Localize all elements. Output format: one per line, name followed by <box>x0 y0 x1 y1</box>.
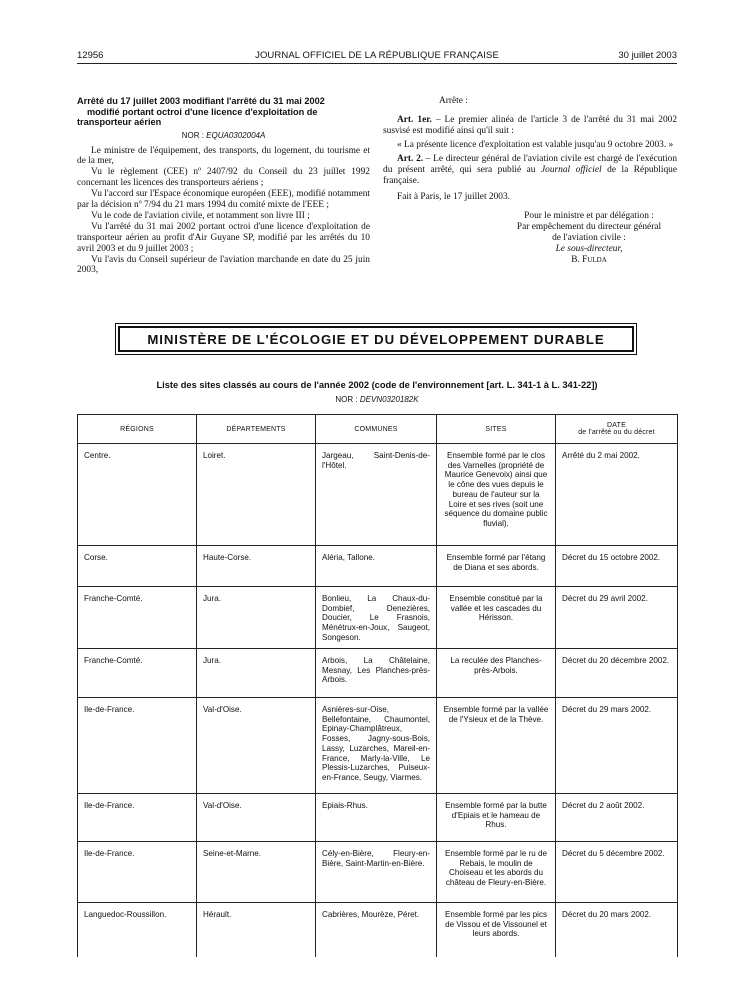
running-header <box>77 50 677 64</box>
cell-communes: Jargeau, Saint-Denis-de-l'Hôtel. <box>316 444 437 546</box>
signature-block <box>501 211 677 266</box>
column-header-date-line-2: de l'arrêté ou du décret <box>578 429 655 436</box>
column-header-departements: DÉPARTEMENTS <box>197 415 316 444</box>
article-2 <box>383 154 677 187</box>
arrete-right-column <box>383 96 677 266</box>
page-number: 12956 <box>77 50 104 61</box>
cell-region: Ile-de-France. <box>78 794 197 842</box>
arrete-title-line-2: modifié portant octroi d'une licence d'exploitation de <box>87 106 318 117</box>
column-header-date <box>556 415 678 444</box>
cell-date: Décret du 20 décembre 2002. <box>556 649 678 698</box>
cell-site: Ensemble formé par l'étang de Diana et ses abords. <box>437 546 556 587</box>
visa-paragraph: Le ministre de l'équipement, des transports, du logement, du tourisme et de la mer, <box>77 145 370 167</box>
cell-site: Ensemble formé par le clos des Varnelles (propriété de Maurice Genevoix) ainsi que le cône des vues depuis le bureau de l'auteur sur la Loire et ses rives (soit une séquence du domaine public fluvial). <box>437 444 556 546</box>
arrete-left-column <box>77 96 370 276</box>
table-row <box>78 903 678 957</box>
cell-communes: Bonlieu, La Chaux-du-Dombief, Denezières, Doucier, Le Frasnois, Ménétrux-en-Joux, Saugeot, Songeson. <box>316 587 437 649</box>
cell-region: Franche-Comté. <box>78 587 197 649</box>
signature-line: Par empêchement du directeur général <box>516 222 662 233</box>
nor-label: NOR : <box>181 130 204 140</box>
cell-date: Décret du 5 décembre 2002. <box>556 842 678 903</box>
header-rule <box>77 63 677 64</box>
article-2-text: – Le directeur général de l'aviation civile est chargé de l'exécution du présent arrêté, qui sera publié au <box>383 153 678 175</box>
arrete-label: Arrête : <box>439 96 468 106</box>
cell-departement: Hérault. <box>197 903 316 957</box>
table-row <box>78 698 678 794</box>
cell-site: Ensemble formé par le ru de Rebais, le moulin de Choiseau et les abords du château de Fleury-en-Bière. <box>437 842 556 903</box>
visa-paragraph: Vu le règlement (CEE) nº 2407/92 du Conseil du 23 juillet 1992 concernant les licences des transporteurs aériens ; <box>77 167 370 189</box>
sites-list-title: Liste des sites classés au cours de l'année 2002 (code de l'environnement [art. L. 341-1 à L. 341-22]) <box>156 380 598 390</box>
signature-line: Pour le ministre et par délégation : <box>524 211 654 222</box>
cell-departement: Val-d'Oise. <box>197 698 316 794</box>
arrete-nor <box>77 131 370 140</box>
cell-departement: Loiret. <box>197 444 316 546</box>
cell-communes: Epiais-Rhus. <box>316 794 437 842</box>
article-1 <box>383 115 677 137</box>
column-header-regions: RÉGIONS <box>78 415 197 444</box>
article-1-text: – Le premier alinéa de l'article 3 de l'arrêté du 31 mai 2002 susvisé est modifié ainsi qu'il suit : <box>383 115 678 136</box>
fait-a-paris: Fait à Paris, le 17 juillet 2003. <box>397 192 511 203</box>
cell-departement: Seine-et-Marne. <box>197 842 316 903</box>
cell-communes: Cély-en-Bière, Fleury-en-Bière, Saint-Martin-en-Bière. <box>316 842 437 903</box>
cell-region: Languedoc-Roussillon. <box>78 903 197 957</box>
cell-departement: Jura. <box>197 587 316 649</box>
cell-region: Ile-de-France. <box>78 842 197 903</box>
cell-site: Ensemble formé par la vallée de l'Ysieux et de la Thève. <box>437 698 556 794</box>
table-header-row <box>78 415 678 444</box>
nor-label: NOR : <box>335 395 358 404</box>
article-1-quote: « La présente licence d'exploitation est valable jusqu'au 9 octobre 2003. » <box>397 139 674 150</box>
ministry-banner <box>118 326 634 352</box>
table-row <box>78 842 678 903</box>
visa-paragraph: Vu le code de l'aviation civile, et notamment son livre III ; <box>91 210 310 221</box>
arrete-title-line-3: transporteur aérien <box>77 117 162 127</box>
cell-departement: Haute-Corse. <box>197 546 316 587</box>
cell-date: Décret du 29 avril 2002. <box>556 587 678 649</box>
nor-code: DEVN0320182K <box>359 395 419 404</box>
article-2-text-end: de la République française. <box>383 164 678 186</box>
cell-site: Ensemble formé par les pics de Vissou et de Vissounel et leurs abords. <box>437 903 556 957</box>
nor-code: EQUA0302004A <box>206 130 266 140</box>
ministry-title: MINISTÈRE DE L'ÉCOLOGIE ET DU DÉVELOPPEMENT DURABLE <box>147 331 605 347</box>
table-row <box>78 587 678 649</box>
visa-paragraph: Vu l'avis du Conseil supérieur de l'aviation marchande en date du 25 juin 2003, <box>77 254 370 276</box>
cell-site: Ensemble constitué par la vallée et les cascades du Hérisson. <box>437 587 556 649</box>
sites-list-nor <box>77 395 677 404</box>
column-header-sites: SITES <box>437 415 556 444</box>
cell-date: Décret du 20 mars 2002. <box>556 903 678 957</box>
article-1-label: Art. 1er. <box>397 115 432 125</box>
cell-departement: Val-d'Oise. <box>197 794 316 842</box>
cell-date: Arrêté du 2 mai 2002. <box>556 444 678 546</box>
visa-paragraph: Vu l'arrêté du 31 mai 2002 portant octroi d'une licence d'exploitation de transporteur aérien au profit d'Air Guyane SP, modifié par les arrêtés du 10 avril 2003 et du 9 juillet 2003 ; <box>77 221 370 254</box>
sites-table <box>77 414 678 957</box>
cell-region: Ile-de-France. <box>78 698 197 794</box>
arrete-title <box>77 96 370 128</box>
journal-title: JOURNAL OFFICIEL DE LA RÉPUBLIQUE FRANÇAISE <box>255 50 499 61</box>
visa-paragraph: Vu l'accord sur l'Espace économique européen (EEE), modifié notamment par la décision nº 7/94 du 21 mars 1994 du comité mixte de l'EEE ; <box>77 189 370 211</box>
cell-communes: Aléria, Tallone. <box>316 546 437 587</box>
cell-communes: Cabrières, Mourèze, Péret. <box>316 903 437 957</box>
signature-line: Le sous-directeur, <box>555 244 623 255</box>
cell-communes: Asnières-sur-Oise, Bellefontaine, Chaumontel, Epinay-Champlâtreux, Fosses, Jagny-sous-Bois, Lassy, Luzarches, Mareil-en-France, Marly-la-Ville, Le Plessis-Luzarches, Puiseux-en-France, Seugy, Viarmes. <box>316 698 437 794</box>
cell-date: Décret du 15 octobre 2002. <box>556 546 678 587</box>
table-row <box>78 794 678 842</box>
cell-date: Décret du 2 août 2002. <box>556 794 678 842</box>
journal-officiel-ref: Journal officiel <box>540 164 602 175</box>
cell-departement: Jura. <box>197 649 316 698</box>
cell-region: Centre. <box>78 444 197 546</box>
column-header-date-line-1: DATE <box>607 422 626 429</box>
cell-communes: Arbois, La Châtelaine, Mesnay, Les Planches-près-Arbois. <box>316 649 437 698</box>
cell-region: Franche-Comté. <box>78 649 197 698</box>
table-row <box>78 546 678 587</box>
article-2-label: Art. 2. <box>397 153 424 164</box>
cell-date: Décret du 29 mars 2002. <box>556 698 678 794</box>
signature-line: de l'aviation civile : <box>552 233 626 244</box>
cell-site: Ensemble formé par la butte d'Epiais et le hameau de Rhus. <box>437 794 556 842</box>
issue-date: 30 juillet 2003 <box>618 50 677 61</box>
column-header-communes: COMMUNES <box>316 415 437 444</box>
signatory-name: B. Fulda <box>571 254 607 265</box>
cell-site: La reculée des Planches-près-Arbois. <box>437 649 556 698</box>
table-row <box>78 649 678 698</box>
cell-region: Corse. <box>78 546 197 587</box>
table-row <box>78 444 678 546</box>
arrete-title-line-1: Arrêté du 17 juillet 2003 modifiant l'arrêté du 31 mai 2002 <box>77 96 325 106</box>
